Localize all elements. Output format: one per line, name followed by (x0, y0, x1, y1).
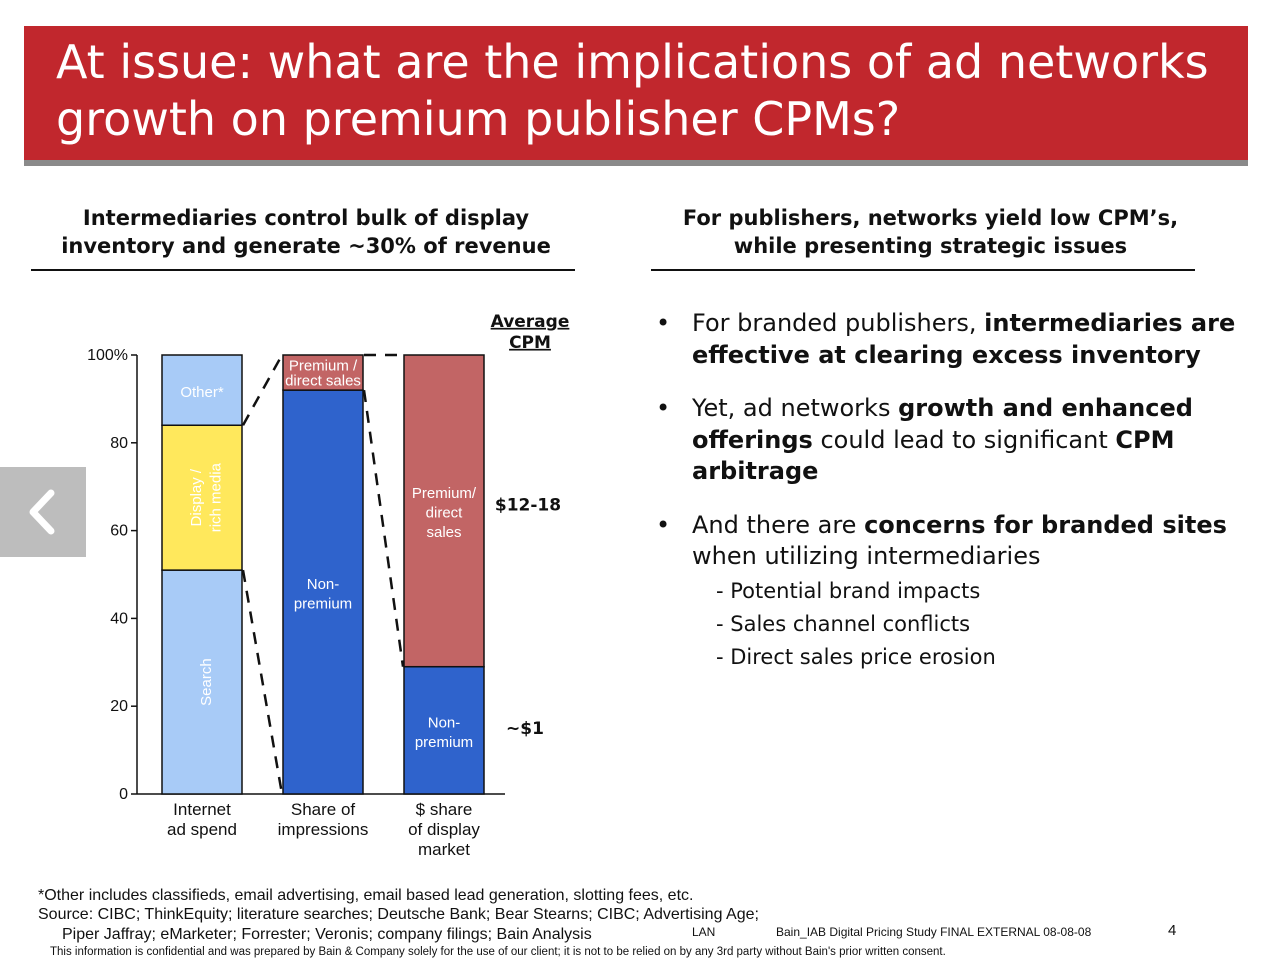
category-label-line: impressions (277, 820, 369, 839)
page-title: At issue: what are the implications of ad networks growth on premium publisher CPMs? (56, 35, 1209, 146)
y-tick-label: 20 (110, 698, 128, 716)
bullet-dot: • (656, 309, 671, 337)
y-tick-label: 80 (110, 434, 128, 452)
segment-label-line: premium (293, 595, 353, 613)
bullet-item (656, 510, 1256, 674)
footnote-other: *Other includes classifieds, email advertising, email based lead generation, slotting fees, etc. (38, 887, 694, 904)
right-heading-rule (651, 269, 1195, 271)
segment-label (198, 658, 215, 706)
category-label-line: ad spend (167, 820, 237, 839)
sub-item: - Direct sales price erosion (716, 644, 996, 669)
segment-label (180, 384, 224, 401)
segment-label-line: direct sales (285, 372, 361, 390)
category-label (408, 800, 480, 859)
category-label-line: market (418, 840, 470, 859)
footnote-source-line2: Piper Jaffray; eMarketer; Forrester; Veronis; company filings; Bain Analysis (62, 926, 592, 943)
bullet-text-bold: intermediaries are effective at clearing excess inventory (692, 309, 1236, 369)
bullet-text-bold: growth and enhanced offerings (692, 394, 1193, 454)
segment-label-line: Display / (188, 468, 206, 527)
cpm-header (491, 312, 570, 353)
segment-label-line: sales (426, 524, 462, 542)
bullet-text: when utilizing intermediaries (692, 542, 1041, 570)
segment-label-line: Other* (180, 383, 224, 401)
title-bar (24, 26, 1248, 166)
y-tick-label: 0 (119, 786, 128, 803)
cpm-header-line: CPM (509, 332, 551, 353)
sub-item-list (692, 575, 1256, 674)
connector-dash (243, 570, 282, 794)
bullet-text: For branded publishers, (692, 309, 985, 337)
footnote-source-line1: Source: CIBC; ThinkEquity; literature searches; Deutsche Bank; Bear Stearns; CIBC; Advertising Age; (38, 906, 759, 923)
cpm-value: $12-18 (494, 495, 562, 516)
category-label-line: of display (408, 820, 480, 839)
segment-label-line: rich media (207, 463, 225, 533)
segment-label-line: Non- (427, 714, 461, 732)
segment-label-line: Search (197, 658, 215, 706)
connector-dash (243, 355, 282, 425)
previous-slide-button[interactable] (0, 467, 86, 557)
segment-label-line: Non- (306, 576, 340, 594)
category-label-line: Share of (290, 800, 356, 819)
y-tick-label: 100% (87, 347, 128, 364)
left-panel-heading: Intermediaries control bulk of display inventory and generate ~30% of revenue (61, 206, 551, 258)
segment-label-line: direct (425, 504, 463, 522)
y-tick-label: 40 (110, 610, 128, 628)
category-label-line: $ share (415, 800, 473, 819)
bullet-dot: • (656, 510, 671, 539)
bullet-text: And there are (692, 510, 865, 539)
y-tick-label: 60 (110, 522, 128, 540)
footer-study-name: Bain_IAB Digital Pricing Study FINAL EXTERNAL 08-08-08 (776, 925, 1092, 939)
chevron-left-icon (23, 487, 63, 537)
confidentiality-notice: This information is confidential and was prepared by Bain & Company solely for the use of our client; it is not to be relied on by any 3rd party without Bain's prior written consent. (50, 946, 946, 958)
bullet-text: could lead to significant (812, 425, 1116, 454)
segment-label-line: premium (414, 733, 474, 751)
category-label-line: Internet (173, 800, 231, 819)
bullet-list (656, 308, 1256, 696)
bullet-text-bold: CPM arbitrage (692, 425, 1175, 485)
left-heading-rule (31, 269, 575, 271)
bullet-dot: • (656, 394, 671, 422)
bullet-item (656, 308, 1256, 371)
stacked-bar-chart (0, 290, 620, 880)
category-label (167, 800, 237, 839)
connector-dash (364, 390, 403, 667)
segment-label (285, 357, 361, 389)
sub-item: - Sales channel conflicts (716, 611, 971, 636)
sub-item: - Potential brand impacts (716, 578, 981, 603)
page-number: 4 (1168, 922, 1177, 939)
segment-label-line: Premium/ (411, 485, 477, 503)
segment-label-line: Premium / (288, 357, 358, 375)
cpm-value: ~$1 (506, 719, 544, 740)
cpm-header-line: Average (490, 311, 570, 332)
bullet-text-bold: concerns for branded sites (864, 510, 1227, 539)
category-label (278, 800, 369, 839)
bullet-item (656, 393, 1256, 488)
footer-tag: LAN (692, 925, 716, 939)
bullet-text: Yet, ad networks (692, 394, 899, 422)
right-panel-heading: For publishers, networks yield low CPM’s, while presenting strategic issues (682, 206, 1179, 258)
